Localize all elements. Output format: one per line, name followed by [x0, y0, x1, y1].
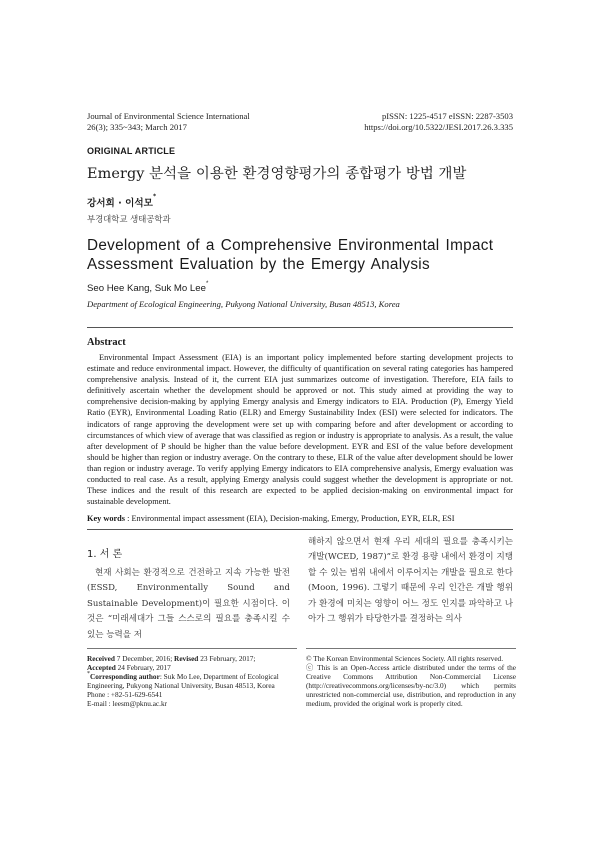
abstract-top-rule — [87, 327, 513, 328]
introduction-column-left: 현재 사회는 환경적으로 건전하고 지속 가능한 발전(ESSD, Environmentally Sound and Sustainable Development)이 필요한 시점이다. 이것은 “미래세대가 그들 스스로의 필요를 충족시킬 수 있는 능력을 저 — [87, 568, 290, 640]
abstract-bottom-rule — [87, 529, 513, 530]
received-date: 7 December, 2016; — [114, 654, 175, 663]
corresponding-label: Corresponding author — [90, 672, 160, 682]
introduction-column-right: 해하지 않으면서 현재 우리 세대의 필요를 충족시키는 개발(WCED, 1987)”로 환경 용량 내에서 환경이 지탱할 수 있는 범위 내에서 이루어지는 개발을 필요로 한다(Moon, 1996). 그렇기 때문에 우리 인간은 개발 행위가 환경에 미치는 영향이 어느 정도 인지를 파악하고 나아가 그 행위가 타당한가를 결정하는 의사 — [308, 537, 513, 625]
corresponding-text: : Suk Mo Lee, Department of Ecological Engineering, Pukyong National University, Busan 48513, Korea — [87, 672, 279, 691]
english-corresponding-mark: * — [205, 281, 209, 287]
english-title: Development of a Comprehensive Environmental Impact Assessment Evaluation by the Emergy Analysis — [87, 237, 494, 273]
revised-label: Revised — [174, 654, 199, 663]
corresponding-author — [87, 672, 297, 690]
korean-author-names: 강서희 · 이석모 — [87, 198, 153, 209]
received-line — [87, 654, 297, 663]
abstract-heading: Abstract — [87, 337, 126, 348]
doi-link[interactable]: https://doi.org/10.5322/JESI.2017.26.3.335 — [364, 122, 513, 132]
license-notice: ⓒ This is an Open-Access article distributed under the terms of the Creative Commons Attribution Non-Commercial License (http://creativecommons.org/licenses/by-nc/3.0) which permits unrestricted non-commercial use, distribution, and reproduction in any medium, provided the original work is properly cited. — [306, 663, 516, 709]
korean-authors — [87, 195, 156, 209]
english-authors — [87, 283, 208, 294]
phone-line: Phone : +82-51-629-6541 — [87, 690, 163, 700]
korean-affiliation: 부경대학교 생태공학과 — [87, 214, 171, 224]
society-copyright: © The Korean Environmental Sciences Society. All rights reserved. — [306, 654, 504, 663]
abstract-text: Environmental Impact Assessment (EIA) is an important policy implemented before starting development projects to estimate and reduce environmental impact. However, the difficulty of quantification on several rating categories has hampered comprehensive analysis. Instead of it, the current EIA just summarizes outcome of investigation. Therefore, EIA fails to definitively ascertain whether the development should be approved or not. This study aimed at providing the way to comprehensive decision-making by applying Emergy analysis and Emergy indicators to EIA. Production (P), Emergy Yield Ratio (EYR), Environmental Loading Ratio (ELR) and Emergy Sustainability Index (ESI) were selected for indicators. The indicators of range approving the development were set up with comparing before and after development or according to circumstances of which view of average that was classified as region or industry is appropriate to analysis. As a result, the value after development of P should be higher than the value before development. EYR and ESI of the value before development should be higher than region or industry average. On the contrary to these, ELR of the value after development should be lower than region or industry average. To verify applying Emergy indicators to EIA comprehensive analysis, Emergy evaluation was conducted to real case. As a result, applying Emergy analysis could suggest whether the development is appropriate or not. These indices and the result of this research are expected to be applied decision-making on environmental impact for sustainable development. — [87, 353, 513, 507]
footnote-rule-right — [306, 648, 516, 649]
journal-header-left — [87, 111, 250, 133]
article-type-label: ORIGINAL ARTICLE — [87, 146, 176, 156]
keywords — [87, 513, 513, 524]
english-affiliation: Department of Ecological Engineering, Pukyong National University, Busan 48513, Korea — [87, 299, 400, 309]
keywords-label: Key words — [87, 514, 126, 523]
footnote-left — [87, 654, 297, 709]
accepted-line — [87, 663, 297, 672]
accepted-label: Accepted — [87, 663, 116, 673]
section-heading-introduction: 1. 서 론 — [87, 549, 123, 560]
journal-header-right — [364, 111, 513, 133]
corresponding-mark: * — [87, 671, 90, 678]
accepted-date: 24 February, 2017 — [115, 663, 171, 673]
footnote-right — [306, 654, 516, 709]
footnote-rule-left — [87, 648, 297, 649]
english-author-names: Seo Hee Kang, Suk Mo Lee — [87, 283, 206, 294]
received-label: Received — [87, 654, 115, 663]
journal-issue: 26(3); 335~343; March 2017 — [87, 122, 187, 132]
journal-name: Journal of Environmental Science International — [87, 111, 250, 121]
revised-date: 23 February, 2017; — [198, 654, 256, 663]
keywords-text: : Environmental impact assessment (EIA), Decision-making, Emergy, Production, EYR, ELR, ESI — [125, 514, 455, 523]
korean-corresponding-mark: * — [152, 193, 157, 200]
email-line[interactable]: E-mail : leesm@pknu.ac.kr — [87, 699, 168, 709]
issn-line: pISSN: 1225-4517 eISSN: 2287-3503 — [381, 111, 513, 121]
korean-title: Emergy 분석을 이용한 환경영향평가의 종합평가 방법 개발 — [87, 166, 467, 182]
